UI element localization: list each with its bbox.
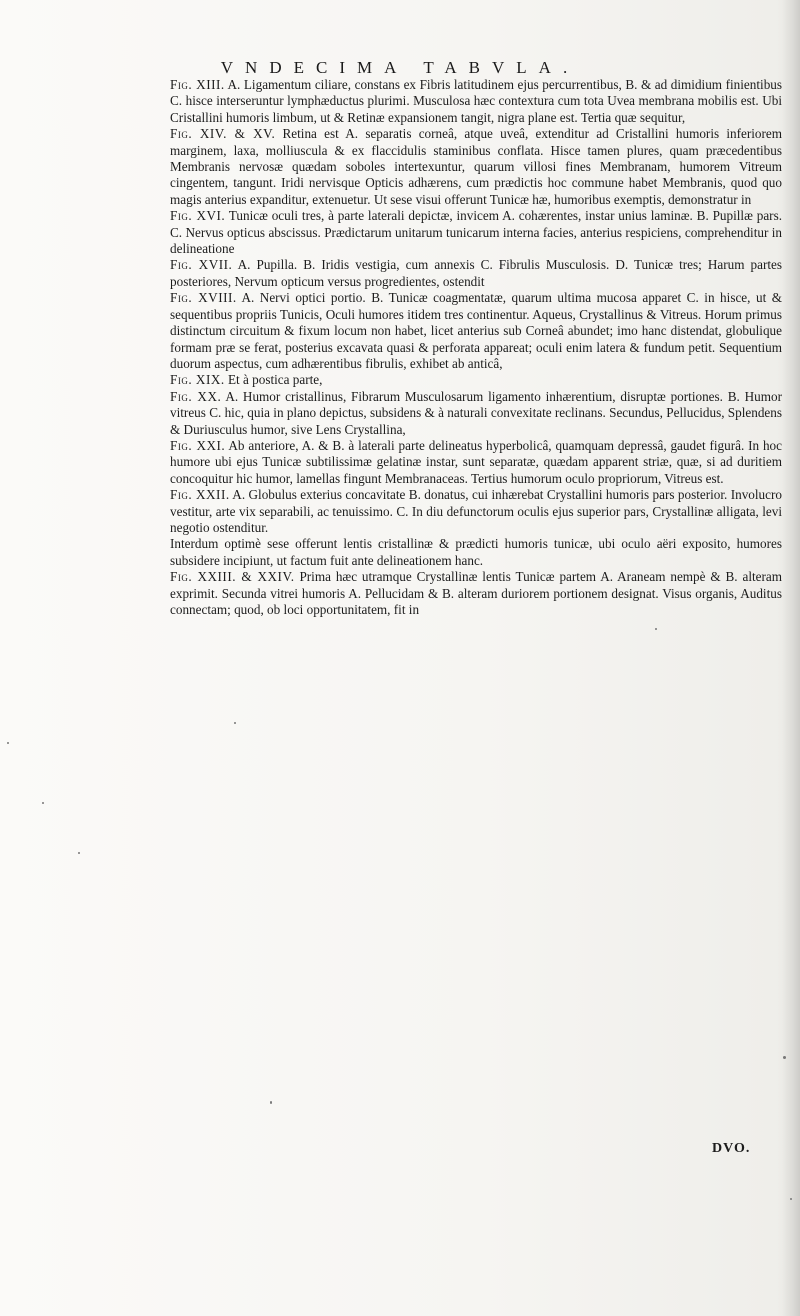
paragraph-fig-13 xyxy=(170,77,782,126)
paragraph-fig-17 xyxy=(170,257,782,290)
paragraph-text: Prima hæc utramque Crystallinæ lentis Tunicæ partem A. Araneam nempè & B. alteram exprimit. Secunda vitrei humoris A. Pellucidam & B. alteram duriorem portionem designat. Visus organis, Auditus connectam; quod, ob loci opportunitatem, fit in xyxy=(170,569,782,617)
paper-speck xyxy=(655,628,657,630)
body-text xyxy=(170,77,782,618)
figure-reference: Fig. XXIII. & XXIV. xyxy=(170,569,295,585)
paragraph-text: A. Humor cristallinus, Fibrarum Musculosarum ligamento inhærentium, disruptæ portiones. B. Humor vitreus C. hic, quia in plano depictus, subsidens & à naturali convexitate reclinans. Secundus, Pellucidus, Splendens & Duriusculus humor, sive Lens Crystallina, xyxy=(170,388,783,437)
paragraph-text: Ab anteriore, A. & B. à laterali parte delineatus hyperbolicâ, quamquam depressâ, gaudet figurâ. In hoc humore ubi ejus Tunicæ subtilissimæ gelatinæ instar, sunt separatæ, quædam apparent striæ, quæ, si ad duritiem concoquitur hic humor, lamellas fingunt Membranaceas. Tertius humorum oculo propriorum, Vitreus est. xyxy=(170,437,782,486)
page-edge-shadow xyxy=(782,0,800,1316)
figure-reference: Fig. XVIII. xyxy=(170,290,237,306)
paragraph-text: A. Nervi optici portio. B. Tunicæ coagmentatæ, quarum ultima mucosa apparet C. in hisce, ut & sequentibus propriis Tunicis, Oculi humores itidem tres continentur. Aqueus, Crystallinus & Vitreus. Horum primus distinctum circuitum & fixum locum non habet, licet anterius sub Corneâ abundet; imo hanc distendat, globulique formam præ se ferat, posterius excavata quasi & perforata appareat; oculi enim latera & fundum petit. Sequentium duorum aspectus, cum adhærentibus fibrulis, exhibet ab anticâ, xyxy=(170,290,782,371)
catchword: DVO. xyxy=(712,1141,751,1156)
page-heading: VNDECIMA TABVLA. xyxy=(220,58,580,77)
paragraph-fig-18 xyxy=(170,290,782,372)
paragraph-text: A. Ligamentum ciliare, constans ex Fibris latitudinem ejus percurrentibus, B. & ad dimidium finientibus C. hisce interseruntur lymphæductus plurimi. Musculosa hæc contextura cum tota Uvea membrana mobilis est. Ubi Cristallini humoris limbum, ut & Retinæ expansionem tangit, nigra plane est. Tertia quæ sequitur, xyxy=(170,77,783,125)
paper-speck xyxy=(234,722,236,724)
paragraph-interdum xyxy=(170,536,782,569)
figure-reference: Fig. XX. xyxy=(170,388,222,404)
paragraph-text: Et à postica parte, xyxy=(224,372,323,388)
paper-speck xyxy=(42,802,44,804)
paragraph-text: Tunicæ oculi tres, à parte laterali depictæ, invicem A. cohærentes, instar unius laminæ. B. Pupillæ pars. C. Nervus opticus abscissus. Prædictarum unitarum tunicarum interna facies, anterius respiciens, comprehenditur in delineatione xyxy=(170,208,782,257)
paragraph-fig-21 xyxy=(170,438,782,487)
paragraph-fig-23-24 xyxy=(170,569,782,618)
paragraph-text: A. Pupilla. B. Iridis vestigia, cum annexis C. Fibrulis Musculosis. D. Tunicæ tres; Harum partes posteriores, Nervum opticum versus progredientes, ostendit xyxy=(170,257,782,289)
figure-reference: Fig. XVII. xyxy=(170,257,233,273)
figure-reference: Fig. XXI. xyxy=(170,437,226,453)
figure-reference: Fig. XIII. xyxy=(170,77,225,92)
paragraph-fig-16 xyxy=(170,208,782,257)
figure-reference: Fig. XXII. xyxy=(170,487,230,503)
figure-reference: Fig. XIX. xyxy=(170,372,225,388)
paragraph-fig-19 xyxy=(170,372,782,388)
paragraph-fig-14-15 xyxy=(170,126,782,208)
paper-speck xyxy=(270,1101,272,1104)
paragraph-text: A. Globulus exterius concavitate B. donatus, cui inhærebat Crystallini humoris pars posterior. Involucro vestitur, arte vix separabili, ac tenuissimo. C. In diu defunctorum oculis ejus superior pars, Crystallinæ alligata, levi negotio ostenditur. xyxy=(170,487,782,535)
paragraph-fig-20 xyxy=(170,389,782,438)
paper-speck xyxy=(790,1198,792,1200)
paragraph-fig-22 xyxy=(170,487,782,536)
paper-speck xyxy=(7,742,9,744)
paragraph-text: Interdum optimè sese offerunt lentis cristallinæ & prædicti humoris tunicæ, ubi oculo aëri exposito, humores subsidere incipiunt, ut factum fuit ante delineationem hanc. xyxy=(170,536,782,568)
paragraph-text: Retina est A. separatis corneâ, atque uveâ, extenditur ad Cristallini humoris inferiorem marginem, laxa, molliuscula & ex flaccidulis staminibus conflata. Hisce tamen plures, quam præcedentibus Membranis nervosæ quædam soboles intertexuntur, quarum villosi fines Membranam, humorem Vitreum cingentem, tangunt. Iridi nervisque Opticis adhærens, cum prædictis hoc commune habet Membranis, quod quo magis anterius expanditur, extenuetur. Ut sese visui offerunt Tunicæ hæ, humoribus exemptis, demonstratur in xyxy=(170,126,783,207)
paper-speck xyxy=(783,1056,786,1059)
figure-reference: Fig. XIV. & XV. xyxy=(170,126,276,142)
figure-reference: Fig. XVI. xyxy=(170,208,226,224)
paper-speck xyxy=(78,852,80,854)
